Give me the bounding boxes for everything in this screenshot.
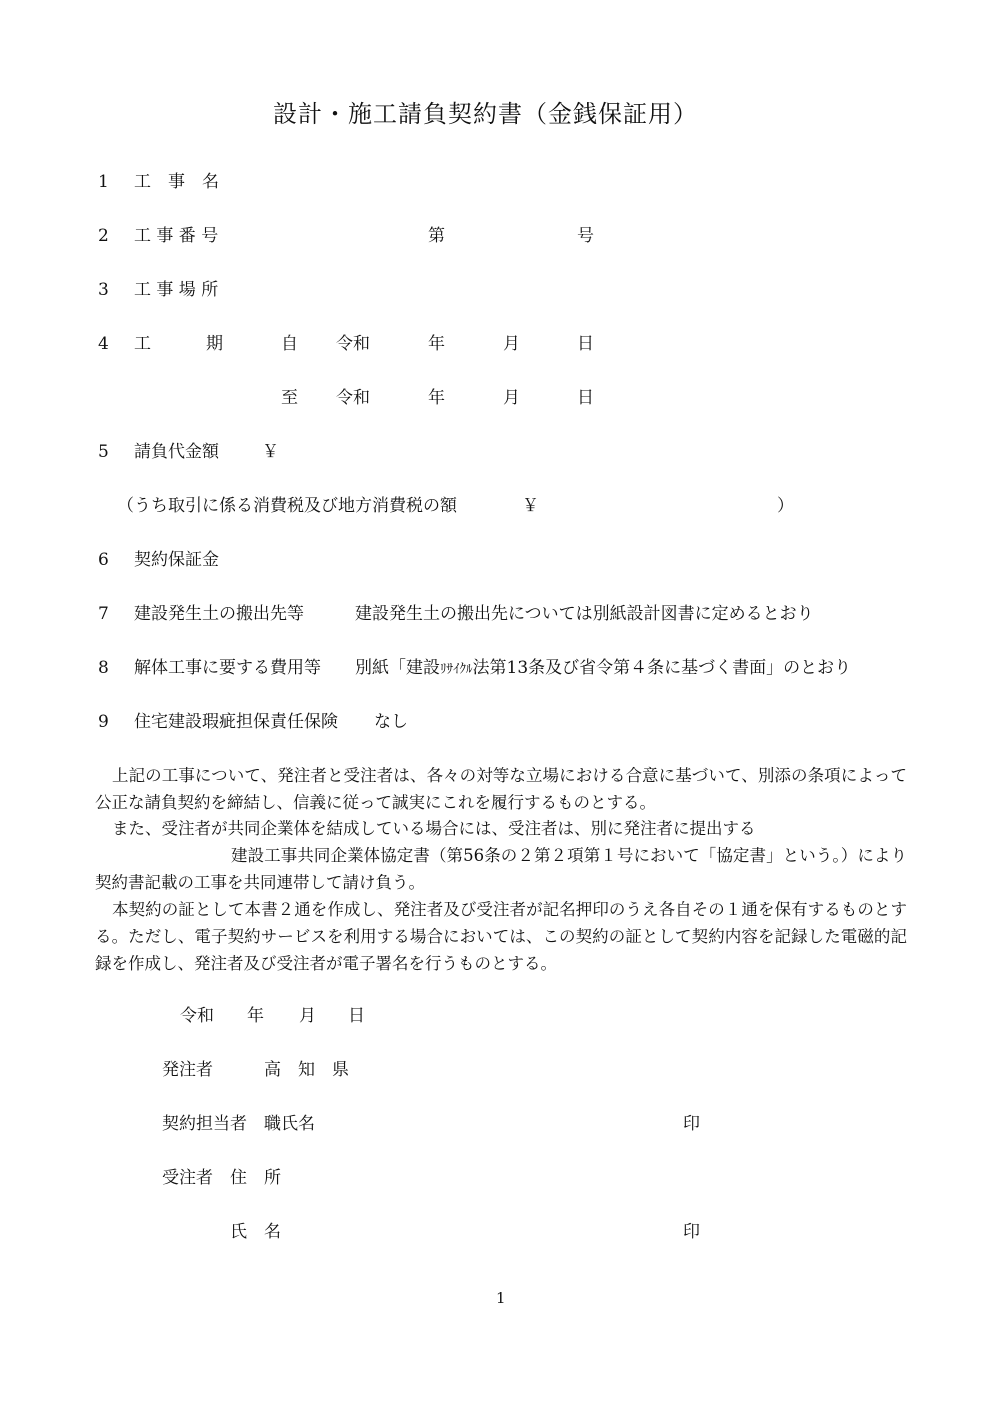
paragraph-copies: 本契約の証として本書２通を作成し、発注者及び受注者が記名押印のうえ各自その１通を保有するものとする。ただし、電子契約サービスを利用する場合においては、この契約の証として契約内容を記録した電磁的記録を作成し、発注者及び受注者が電子署名を行うものとする。 [95,900,907,973]
item-1-number: 1 [98,172,109,192]
page-number: 1 [496,1289,506,1307]
item-2-go: 号 [577,226,594,246]
item-9-label: 住宅建設瑕疵担保責任保険 [134,712,338,732]
item-8-value-kata: ﾘｻｲｸﾙ [440,662,473,677]
seal-mark-orderer: 印 [683,1114,700,1134]
tax-note-open: （うち取引に係る消費税及び地方消費税の額 [117,496,457,516]
item-9-value: なし [374,712,408,732]
period-to-day: 日 [577,388,594,408]
tax-note-close: ） [777,496,794,516]
item-1-label: 工 事 名 [134,172,219,192]
paragraph-agreement: 上記の工事について、発注者と受注者は、各々の対等な立場における合意に基づいて、別添の条項によって公正な請負契約を締結し、信義に従って誠実にこれを履行するものとする。 [95,766,907,812]
item-9-number: 9 [98,712,109,732]
item-8-label: 解体工事に要する費用等 [134,658,321,678]
item-3-label: 工 事 場 所 [134,280,219,300]
item-8-value-b: 法第13条及び省令第４条に基づく書面」のとおり [472,658,852,678]
document-title: 設計・施工請負契約書（金銭保証用） [273,100,698,128]
contractor-name-label: 氏 名 [230,1222,281,1242]
period-from: 自 [281,334,298,354]
period-from-month: 月 [503,334,520,354]
contractor-address-label: 住 所 [230,1168,281,1188]
contractor-label: 受注者 [162,1168,213,1188]
period-to-month: 月 [503,388,520,408]
period-from-day: 日 [577,334,594,354]
period-to: 至 [281,388,298,408]
item-4-label-a: 工 [134,334,151,354]
period-from-era: 令和 [336,334,370,354]
item-8-value [355,658,851,680]
item-2-number: 2 [98,226,109,246]
sign-date-day: 日 [348,1006,365,1026]
item-5-yen: ￥ [262,442,279,462]
orderer-label: 発注者 [162,1060,213,1080]
period-to-year: 年 [428,388,445,408]
paragraph-joint-venture: また、受注者が共同企業体を結成している場合には、受注者は、別に発注者に提出する [112,819,756,838]
official-name-label: 職氏名 [264,1114,315,1134]
item-5-label: 請負代金額 [134,442,219,462]
item-3-number: 3 [98,280,109,300]
tax-note-yen: ￥ [522,496,539,516]
item-2-label: 工 事 番 号 [134,226,219,246]
item-8-number: 8 [98,658,109,678]
item-7-label: 建設発生土の搬出先等 [134,604,304,624]
item-6-label: 契約保証金 [134,550,219,570]
sign-date-month: 月 [299,1006,316,1026]
item-5-number: 5 [98,442,109,462]
sign-date-year: 年 [247,1006,264,1026]
period-to-era: 令和 [336,388,370,408]
item-7-number: 7 [98,604,109,624]
item-6-number: 6 [98,550,109,570]
paragraph-joint-venture-cont: 建設工事共同企業体協定書（第56条の２第２項第１号において「協定書」という。）により契約書記載の工事を共同連帯して請け負う。 [95,846,907,892]
contract-officer-label: 契約担当者 [162,1114,247,1134]
sign-date-era: 令和 [180,1006,214,1026]
item-7-value: 建設発生土の搬出先については別紙設計図書に定めるとおり [355,604,814,624]
item-4-number: 4 [98,334,109,354]
seal-mark-contractor: 印 [683,1222,700,1242]
item-8-value-a: 別紙「建設 [355,658,440,678]
orderer-value: 高 知 県 [264,1060,349,1080]
item-2-dai: 第 [428,226,445,246]
period-from-year: 年 [428,334,445,354]
item-4-label-b: 期 [206,334,223,354]
